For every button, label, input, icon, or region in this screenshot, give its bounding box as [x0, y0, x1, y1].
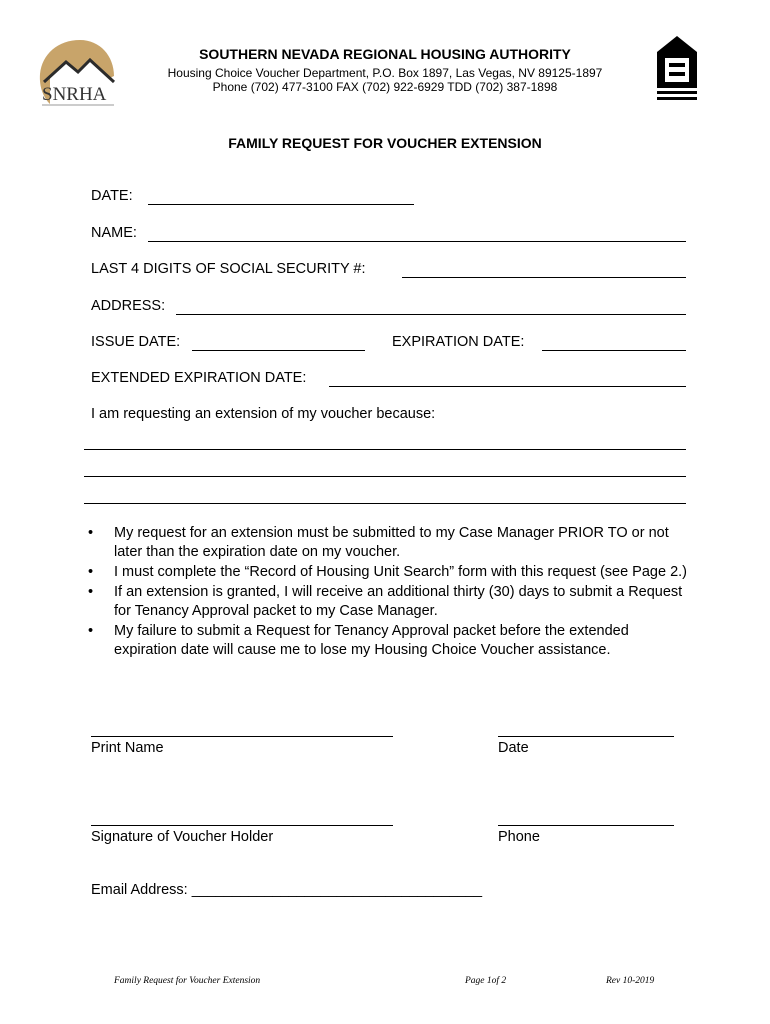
signature-field[interactable]: [91, 825, 393, 826]
footer-page-number: Page 1of 2: [465, 976, 507, 986]
issue-date-label: ISSUE DATE:: [91, 334, 181, 350]
print-name-field[interactable]: [91, 736, 393, 737]
name-field[interactable]: [148, 241, 686, 242]
expiration-date-label: EXPIRATION DATE:: [392, 334, 525, 350]
print-name-label: Print Name: [91, 740, 164, 756]
signature-label: Signature of Voucher Holder: [91, 829, 274, 845]
form-title: FAMILY REQUEST FOR VOUCHER EXTENSION: [228, 135, 542, 151]
conditions-list: [88, 524, 688, 661]
issue-date-field[interactable]: [192, 350, 365, 351]
date-field[interactable]: [148, 204, 414, 205]
org-name: SOUTHERN NEVADA REGIONAL HOUSING AUTHORITY: [199, 46, 571, 62]
phone-label: Phone: [498, 829, 540, 845]
department-address: Housing Choice Voucher Department, P.O. Box 1897, Las Vegas, NV 89125-1897: [167, 66, 603, 80]
footer-revision: Rev 10-2019: [606, 976, 655, 986]
phone-field[interactable]: [498, 825, 674, 826]
list-item: • My request for an extension must be submitted to my Case Manager PRIOR TO or not later than the expiration date on my voucher.: [88, 524, 688, 562]
reason-label: I am requesting an extension of my voucher because:: [91, 406, 436, 422]
list-item: • My failure to submit a Request for Tenancy Approval packet before the extended expiration date will cause me to lose my Housing Choice Voucher assistance.: [88, 622, 688, 660]
email-address-field[interactable]: Email Address: ____________________________________: [91, 882, 483, 898]
svg-text:SNRHA: SNRHA: [42, 84, 107, 105]
expiration-date-field[interactable]: [542, 350, 686, 351]
phone-line: Phone (702) 477-3100 FAX (702) 922-6929 TDD (702) 387-1898: [212, 80, 558, 94]
reason-line-1[interactable]: [84, 449, 686, 450]
ssn-field[interactable]: [402, 277, 686, 278]
address-label: ADDRESS:: [91, 298, 166, 314]
address-field[interactable]: [176, 314, 686, 315]
extended-expiration-field[interactable]: [329, 386, 686, 387]
reason-line-2[interactable]: [84, 476, 686, 477]
date-label: DATE:: [91, 188, 133, 204]
signature-date-label: Date: [498, 740, 529, 756]
extended-expiration-label: EXTENDED EXPIRATION DATE:: [91, 370, 307, 386]
list-item: • If an extension is granted, I will receive an additional thirty (30) days to submit a Request for Tenancy Approval packet to my Case Manager.: [88, 583, 688, 621]
signature-date-field[interactable]: [498, 736, 674, 737]
list-item: • I must complete the “Record of Housing Unit Search” form with this request (see Page 2.): [88, 563, 688, 582]
footer-form-name: Family Request for Voucher Extension: [114, 976, 261, 986]
name-label: NAME:: [91, 225, 137, 241]
ssn-label: LAST 4 DIGITS OF SOCIAL SECURITY #:: [91, 261, 366, 277]
equal-housing-opportunity-icon: [655, 34, 699, 104]
reason-line-3[interactable]: [84, 503, 686, 504]
